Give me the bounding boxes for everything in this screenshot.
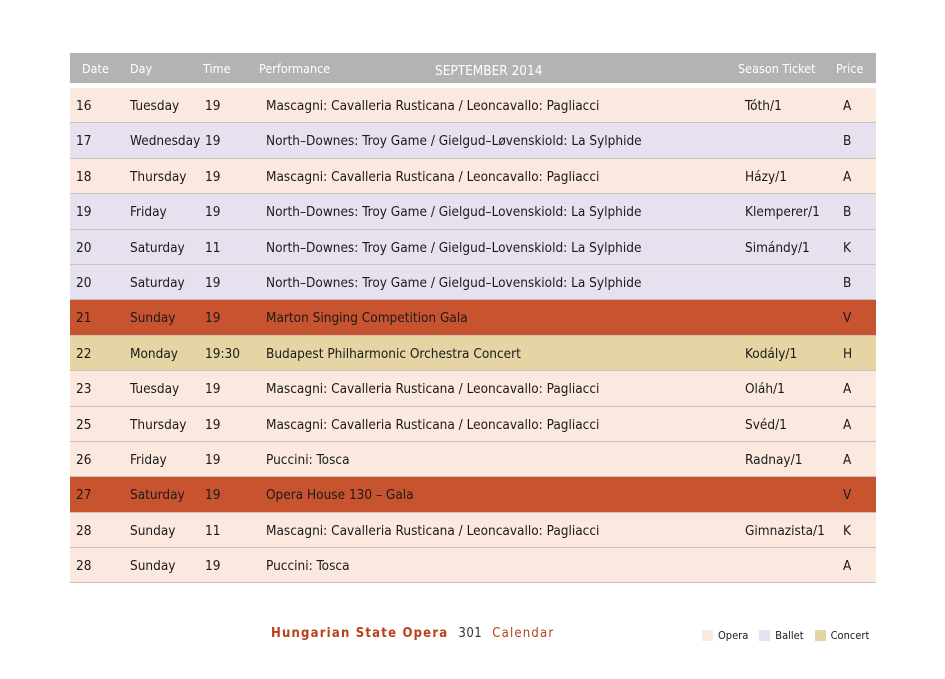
table-row	[70, 336, 876, 371]
row-season-ticket: Oláh/1	[745, 381, 785, 398]
table-row	[70, 442, 876, 477]
row-performance: Mascagni: Cavalleria Rusticana / Leoncavallo: Pagliacci	[266, 522, 600, 539]
row-time: 19	[205, 133, 221, 150]
header-day: Day	[130, 61, 153, 76]
row-day: Tuesday	[130, 381, 180, 398]
legend-item-concert	[815, 629, 870, 642]
row-date: 23	[76, 381, 92, 398]
row-performance: North–Downes: Troy Game / Gielgud–Lovenskiold: La Sylphide	[266, 239, 642, 256]
header-price: Price	[836, 61, 864, 76]
row-time: 11	[205, 522, 221, 539]
row-date: 25	[76, 416, 92, 433]
row-performance: Budapest Philharmonic Orchestra Concert	[266, 345, 521, 362]
row-time: 19	[205, 558, 221, 575]
row-performance: Puccini: Tosca	[266, 451, 350, 468]
row-price: A	[843, 451, 852, 468]
row-season-ticket: Kodály/1	[745, 345, 798, 362]
row-price: A	[843, 98, 852, 114]
row-time: 19	[205, 381, 221, 398]
row-day: Sunday	[130, 310, 176, 327]
row-performance: Opera House 130 – Gala	[266, 487, 414, 504]
row-day: Friday	[130, 204, 167, 221]
row-date: 22	[76, 345, 92, 362]
legend-item-ballet	[759, 629, 803, 642]
row-time: 19	[205, 416, 221, 433]
row-season-ticket: Svéd/1	[745, 416, 787, 433]
header-season-ticket: Season Ticket	[738, 61, 816, 76]
calendar-table	[70, 53, 876, 583]
footer-section: Calendar	[492, 626, 555, 641]
row-day: Monday	[130, 345, 178, 362]
row-price: B	[843, 204, 852, 221]
legend	[702, 629, 880, 642]
table-row	[70, 123, 876, 158]
row-time: 19	[205, 204, 221, 221]
row-performance: North–Downes: Troy Game / Gielgud–Løvenskiold: La Sylphide	[266, 133, 642, 150]
legend-label-concert: Concert	[830, 629, 870, 642]
row-price: H	[843, 345, 853, 362]
row-time: 19	[205, 98, 221, 114]
header-time: Time	[203, 61, 231, 76]
row-day: Sunday	[130, 522, 176, 539]
row-price: V	[843, 487, 852, 504]
legend-item-opera	[702, 629, 748, 642]
row-date: 19	[76, 204, 92, 221]
row-season-ticket: Gimnazista/1	[745, 522, 825, 539]
row-time: 11	[205, 239, 221, 256]
header-month: SEPTEMBER 2014	[435, 63, 543, 79]
table-row	[70, 88, 876, 123]
row-price: K	[843, 239, 851, 256]
row-day: Thursday	[130, 416, 187, 433]
row-performance: North–Downes: Troy Game / Gielgud–Lovenskiold: La Sylphide	[266, 274, 642, 291]
row-price: A	[843, 558, 852, 575]
table-row	[70, 300, 876, 335]
table-header	[70, 53, 876, 83]
row-season-ticket: Házy/1	[745, 168, 787, 185]
row-day: Thursday	[130, 168, 187, 185]
row-date: 21	[76, 310, 92, 327]
footer-page-number: 301	[458, 626, 483, 641]
row-date: 20	[76, 239, 92, 256]
header-date: Date	[82, 61, 109, 76]
table-row	[70, 407, 876, 442]
row-time: 19	[205, 310, 221, 327]
row-day: Saturday	[130, 487, 185, 504]
row-price: B	[843, 274, 852, 291]
table-row	[70, 513, 876, 548]
row-season-ticket: Klemperer/1	[745, 204, 820, 221]
legend-label-opera: Opera	[718, 629, 749, 642]
row-date: 16	[76, 98, 92, 114]
row-price: A	[843, 168, 852, 185]
table-row	[70, 265, 876, 300]
row-performance: Puccini: Tosca	[266, 558, 350, 575]
row-time: 19	[205, 487, 221, 504]
table-row	[70, 371, 876, 406]
row-performance: North–Downes: Troy Game / Gielgud–Lovenskiold: La Sylphide	[266, 204, 642, 221]
legend-swatch-opera	[702, 630, 713, 641]
row-season-ticket: Simándy/1	[745, 239, 810, 256]
row-day: Friday	[130, 451, 167, 468]
row-season-ticket: Tóth/1	[745, 98, 782, 114]
row-date: 20	[76, 274, 92, 291]
row-time: 19:30	[205, 345, 240, 362]
row-price: A	[843, 416, 852, 433]
row-date: 17	[76, 133, 92, 150]
row-performance: Mascagni: Cavalleria Rusticana / Leoncavallo: Pagliacci	[266, 168, 600, 185]
legend-swatch-ballet	[759, 630, 770, 641]
row-day: Tuesday	[130, 98, 180, 114]
table-row	[70, 230, 876, 265]
row-time: 19	[205, 168, 221, 185]
row-day: Sunday	[130, 558, 176, 575]
table-body	[70, 88, 876, 583]
table-row	[70, 194, 876, 229]
row-date: 26	[76, 451, 92, 468]
footer-org: Hungarian State Opera	[271, 626, 449, 641]
table-row	[70, 477, 876, 512]
row-date: 28	[76, 522, 92, 539]
row-performance: Marton Singing Competition Gala	[266, 310, 468, 327]
row-date: 18	[76, 168, 92, 185]
header-performance: Performance	[259, 61, 331, 76]
row-price: V	[843, 310, 852, 327]
page-footer	[271, 626, 554, 641]
row-performance: Mascagni: Cavalleria Rusticana / Leoncavallo: Pagliacci	[266, 416, 600, 433]
legend-swatch-concert	[815, 630, 826, 641]
row-time: 19	[205, 451, 221, 468]
row-performance: Mascagni: Cavalleria Rusticana / Leoncavallo: Pagliacci	[266, 98, 600, 114]
row-price: B	[843, 133, 852, 150]
row-day: Wednesday	[130, 133, 201, 150]
row-performance: Mascagni: Cavalleria Rusticana / Leoncavallo: Pagliacci	[266, 381, 600, 398]
row-price: A	[843, 381, 852, 398]
row-day: Saturday	[130, 274, 185, 291]
row-season-ticket: Radnay/1	[745, 451, 803, 468]
row-date: 28	[76, 558, 92, 575]
legend-label-ballet: Ballet	[775, 629, 804, 642]
row-day: Saturday	[130, 239, 185, 256]
row-price: K	[843, 522, 851, 539]
table-row	[70, 159, 876, 194]
table-row	[70, 548, 876, 583]
row-time: 19	[205, 274, 221, 291]
row-date: 27	[76, 487, 92, 504]
